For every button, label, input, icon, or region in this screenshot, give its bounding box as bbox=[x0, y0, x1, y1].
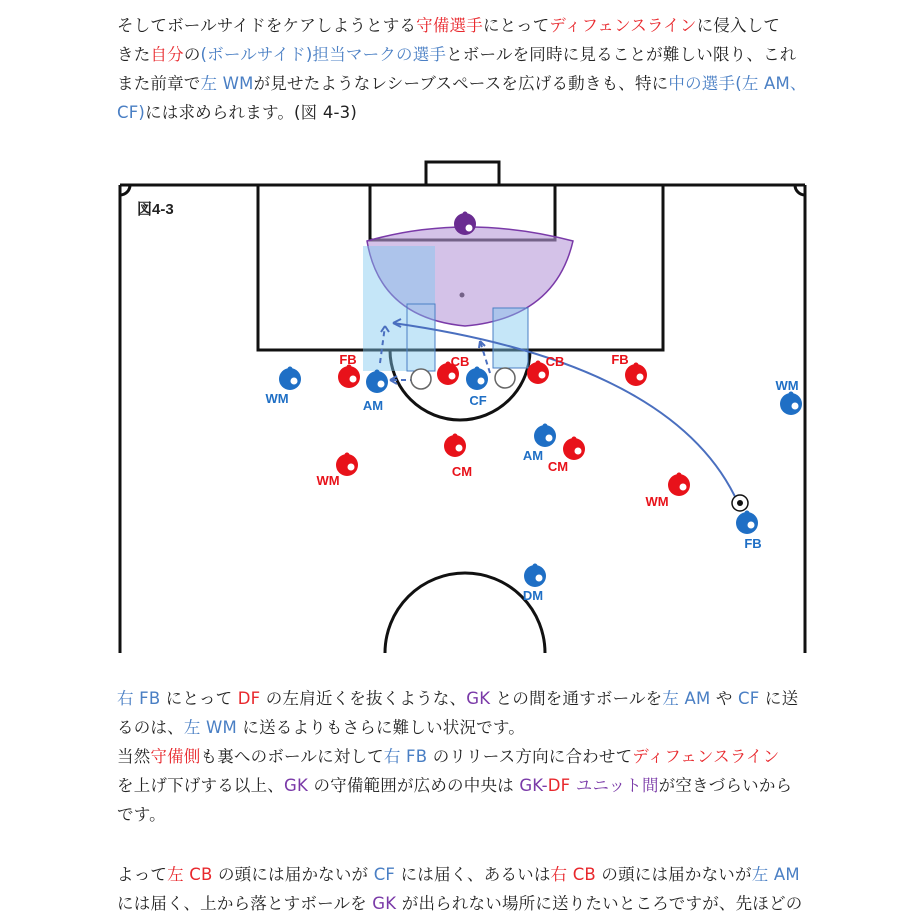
reception-space-left bbox=[363, 246, 435, 371]
intro-line bbox=[117, 98, 817, 127]
body-line bbox=[117, 800, 817, 829]
text-segment: るのは、 bbox=[117, 718, 184, 737]
center-circle bbox=[385, 573, 545, 653]
blue-player-dm bbox=[524, 564, 546, 588]
text-segment: ユニット間 bbox=[570, 776, 659, 795]
intro-line bbox=[117, 69, 817, 98]
blue-player-label: AM bbox=[522, 448, 544, 463]
goalkeeper bbox=[454, 212, 476, 236]
text-segment: に送るよりもさらに難しい状況です。 bbox=[236, 718, 525, 737]
closing-paragraph bbox=[117, 860, 817, 918]
text-segment: には届く、あるいは bbox=[395, 865, 551, 884]
text-segment: よって bbox=[117, 865, 168, 884]
text-segment: の bbox=[183, 45, 201, 64]
blue-player-wm bbox=[279, 367, 301, 391]
text-segment: 左 CB bbox=[167, 865, 213, 884]
text-segment: の頭には届かないが bbox=[212, 865, 374, 884]
players-layer bbox=[265, 352, 802, 603]
text-segment: GK- bbox=[519, 776, 548, 795]
red-player-cm bbox=[563, 437, 585, 461]
text-segment: に侵入して bbox=[696, 16, 781, 35]
text-segment: の守備範囲が広めの中央は bbox=[308, 776, 520, 795]
text-segment: を上げ下げする以上、 bbox=[117, 776, 284, 795]
red-player-label: FB bbox=[339, 352, 357, 367]
text-segment: GK bbox=[466, 689, 491, 708]
text-segment: が空きづらいから bbox=[658, 776, 793, 795]
intro-line bbox=[117, 11, 817, 40]
text-segment: また前章で bbox=[117, 74, 201, 93]
ghost-position-am bbox=[411, 369, 431, 389]
text-segment: CF bbox=[738, 689, 760, 708]
text-segment: には届く、上から落とすボールを bbox=[117, 894, 373, 913]
red-player-label: FB bbox=[611, 352, 629, 367]
red-player-cm bbox=[444, 434, 466, 458]
text-segment: にとって bbox=[482, 16, 550, 35]
body-line bbox=[117, 713, 817, 742]
red-player-label: CB bbox=[545, 354, 565, 369]
body-line bbox=[117, 684, 817, 713]
goal bbox=[426, 162, 499, 185]
text-segment: 自分 bbox=[150, 45, 184, 64]
closing-line bbox=[117, 860, 817, 889]
text-segment: GK bbox=[284, 776, 309, 795]
text-segment: 当然 bbox=[117, 747, 151, 766]
text-segment: DF bbox=[237, 689, 261, 708]
tactical-diagram bbox=[115, 158, 810, 653]
text-segment: CF) bbox=[117, 103, 146, 122]
red-player-label: CB bbox=[450, 354, 470, 369]
blue-player-wm bbox=[780, 392, 802, 416]
text-segment: にとって bbox=[160, 689, 238, 708]
ghost-position-cf bbox=[495, 368, 515, 388]
red-player-fb bbox=[338, 365, 360, 389]
intro-paragraph bbox=[117, 11, 817, 127]
blue-player-am bbox=[366, 370, 388, 394]
text-segment: 左 AM bbox=[751, 865, 800, 884]
text-segment: 左 WM bbox=[200, 74, 254, 93]
text-segment: DF bbox=[547, 776, 571, 795]
text-segment: に送 bbox=[759, 689, 799, 708]
pitch-svg bbox=[115, 158, 810, 653]
text-segment: 守備側 bbox=[150, 747, 201, 766]
text-segment: が見せたようなレシーブスペースを広げる動きも、特に bbox=[253, 74, 669, 93]
text-segment: 右 FB bbox=[383, 747, 428, 766]
red-player-label: CM bbox=[547, 459, 569, 474]
text-segment: 左 AM bbox=[662, 689, 711, 708]
blue-player-cf bbox=[466, 367, 488, 391]
body-line bbox=[117, 771, 817, 800]
text-segment: の左肩近くを抜くような、 bbox=[260, 689, 467, 708]
text-segment: の頭には届かないが bbox=[595, 865, 752, 884]
body-line bbox=[117, 742, 817, 771]
ball bbox=[732, 495, 748, 511]
text-segment: との間を通すボールを bbox=[490, 689, 663, 708]
blue-player-fb bbox=[736, 511, 758, 535]
red-player-label: CM bbox=[451, 464, 473, 479]
text-segment: GK bbox=[372, 894, 397, 913]
intro-line bbox=[117, 40, 817, 69]
reception-space-right bbox=[493, 308, 528, 368]
red-player-wm bbox=[668, 473, 690, 497]
blue-player-label: DM bbox=[522, 588, 544, 603]
figure-label: 図4-3 bbox=[137, 201, 174, 218]
text-segment: 右 CB bbox=[550, 865, 596, 884]
text-segment: ディフェンスライン bbox=[632, 747, 780, 766]
text-segment: ディフェンスライン bbox=[549, 16, 697, 35]
text-segment: とボールを同時に見ることが難しい限り、これ bbox=[446, 45, 797, 64]
text-segment: のリリース方向に合わせて bbox=[427, 747, 633, 766]
red-player-label: WM bbox=[645, 494, 669, 509]
red-player-label: WM bbox=[316, 473, 340, 488]
text-segment: 中の選手(左 AM、 bbox=[668, 74, 807, 93]
text-segment: です。 bbox=[117, 805, 166, 824]
text-segment: が出られない場所に送りたいところですが、先ほどの bbox=[396, 894, 803, 913]
blue-player-label: FB bbox=[744, 536, 762, 551]
text-segment: 守備選手 bbox=[416, 16, 483, 35]
text-segment: (ボールサイド)担当マークの選手 bbox=[200, 45, 447, 64]
text-segment: や bbox=[710, 689, 739, 708]
text-segment: CF bbox=[373, 865, 396, 884]
blue-player-am bbox=[534, 424, 556, 448]
text-segment: 左 WM bbox=[183, 718, 237, 737]
text-segment: も裏へのボールに対して bbox=[200, 747, 384, 766]
blue-player-label: WM bbox=[775, 378, 799, 393]
text-segment: そしてボールサイドをケアしようとする bbox=[117, 16, 417, 35]
text-segment: きた bbox=[117, 45, 151, 64]
blue-player-label: AM bbox=[362, 398, 384, 413]
blue-player-label: WM bbox=[265, 391, 289, 406]
text-segment: には求められます。(図 4-3) bbox=[145, 103, 358, 122]
text-segment: 右 FB bbox=[117, 689, 161, 708]
body-paragraph bbox=[117, 684, 817, 829]
blue-player-label: CF bbox=[469, 393, 487, 408]
closing-line bbox=[117, 889, 817, 918]
